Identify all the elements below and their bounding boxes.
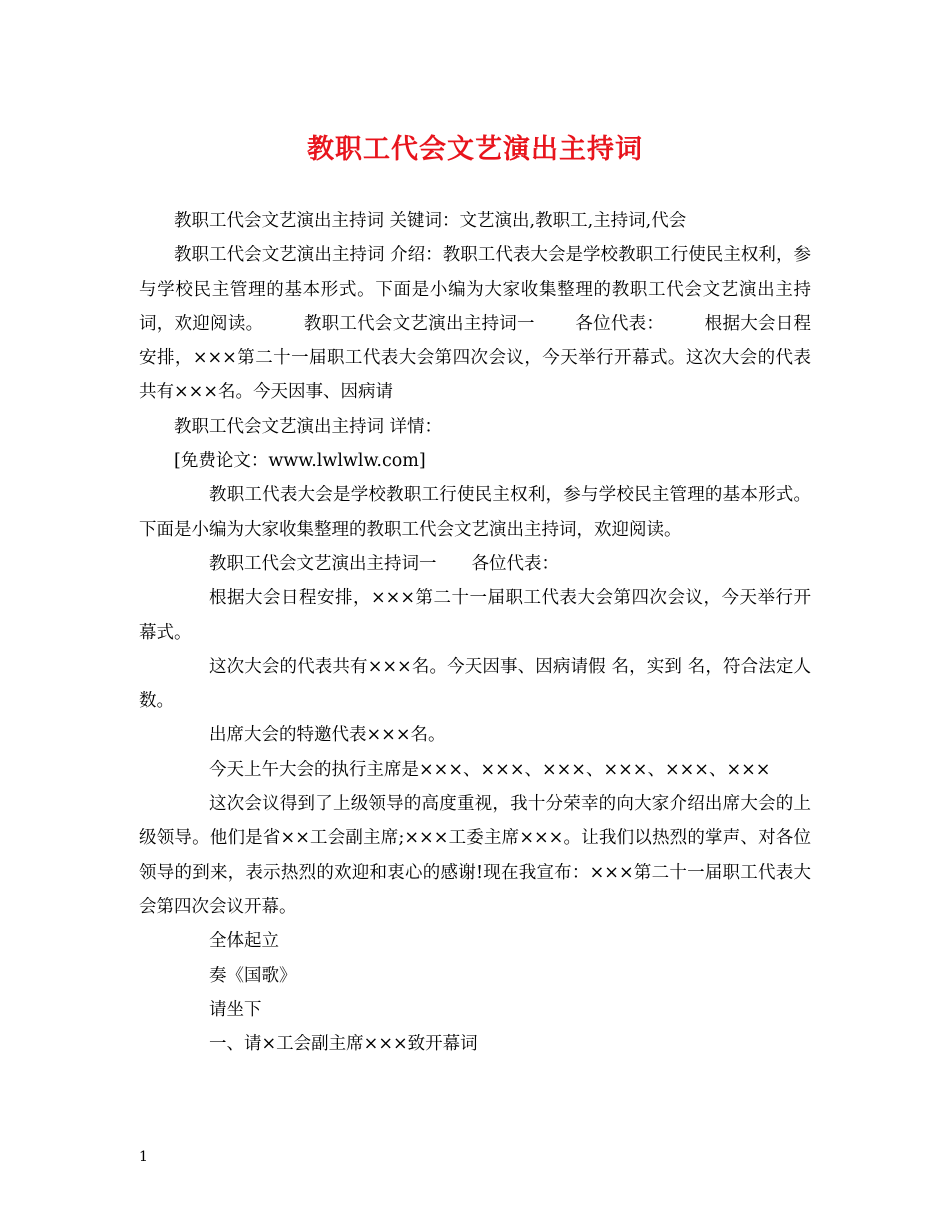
intro-salutation: 各位代表： [575, 313, 665, 334]
document-title: 教职工代会文艺演出主持词 [307, 134, 643, 165]
body-paragraph: 全体起立 [209, 931, 279, 952]
body-paragraph: 根据大会日程安排，×××第二十一届职工代表大会第四次会议，今天举行开幕式。 [139, 588, 811, 643]
body-paragraph: 请坐下 [209, 999, 262, 1020]
body-paragraph: 这次会议得到了上级领导的高度重视，我十分荣幸的向大家介绍出席大会的上级领导。他们是省××工会副主席;×××工委主席×××。让我们以热烈的掌声、对各位领导的到来，表示热烈的欢迎和衷心的感谢!现在我宣布：×××第二十一届职工代表大会第四次会议开幕。 [139, 794, 811, 917]
body-paragraph: 一、请×工会副主席×××致开幕词 [209, 1034, 478, 1055]
intro-paragraph [139, 238, 811, 409]
intro-continuation: 根据大会日程安排，×××第二十一届职工代表大会第四次会议，今天举行开幕式。这次大会的代表共有×××名。今天因事、因病请 [139, 313, 812, 403]
body-paragraph: 出席大会的特邀代表×××名。 [209, 725, 446, 746]
keywords-paragraph: 教职工代会文艺演出主持词 关键词：文艺演出,教职工,主持词,代会 [174, 211, 687, 231]
intro-subtitle: 教职工代会文艺演出主持词一 [303, 313, 535, 334]
body-paragraph: 这次大会的代表共有×××名。今天因事、因病请假 名，实到 名，符合法定人数。 [139, 656, 811, 712]
page-number: 1 [139, 1149, 148, 1165]
source-link-text: [免费论文：www.lwlwlw.com] [174, 451, 426, 472]
details-paragraph: 教职工代会文艺演出主持词 详情： [174, 416, 443, 437]
intro-text: 教职工代会文艺演出主持词 介绍：教职工代表大会是学校教职工行使民主权利，参与学校民主管理的基本形式。下面是小编为大家收集整理的教职工代会文艺演出主持词，欢迎阅读。 [139, 245, 811, 334]
body-paragraph: 教职工代表大会是学校教职工行使民主权利，参与学校民主管理的基本形式。下面是小编为大家收集整理的教职工代会文艺演出主持词，欢迎阅读。 [139, 485, 811, 540]
body-paragraph: 奏《国歌》 [209, 965, 297, 986]
body-paragraph: 教职工代会文艺演出主持词一 各位代表： [209, 553, 559, 574]
body-paragraph: 今天上午大会的执行主席是×××、×××、×××、×××、×××、××× [209, 759, 771, 780]
document-body [139, 204, 811, 1061]
